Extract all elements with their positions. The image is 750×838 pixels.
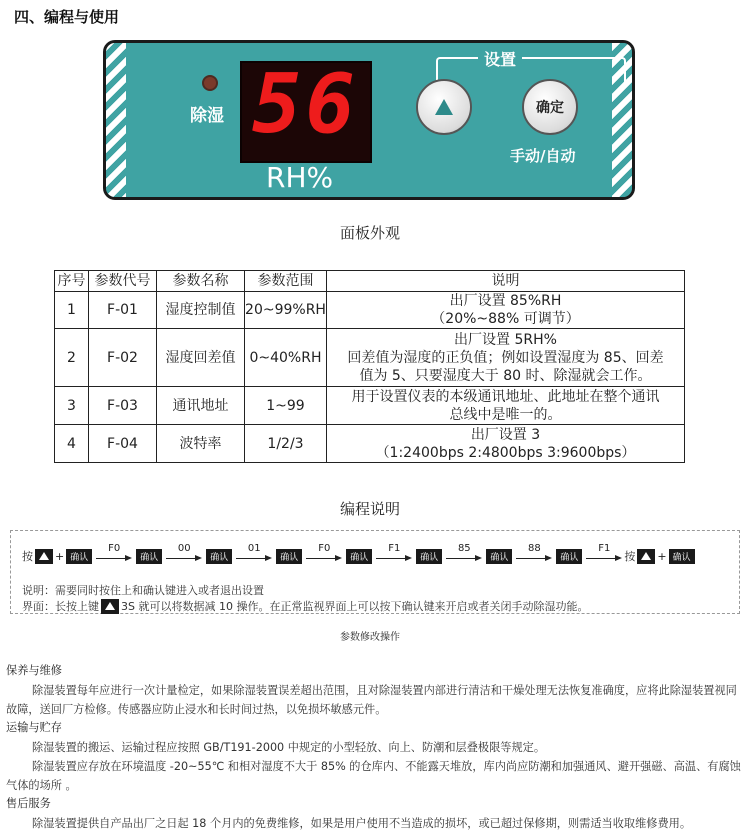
cell-code: F-03 [89, 387, 157, 425]
up-key [101, 599, 119, 614]
parameter-table [54, 270, 685, 463]
desc-line: （1:2400bps 2:4800bps 3:9600bps） [375, 444, 636, 461]
step-label: F1 [598, 543, 611, 554]
cell-no: 4 [55, 425, 89, 463]
table-row [55, 425, 685, 463]
arrow-head-icon [265, 555, 272, 561]
col-header: 说明 [327, 271, 685, 292]
up-key [35, 549, 53, 564]
unit-label: RH% [266, 161, 334, 194]
table-header-row [55, 271, 685, 292]
up-triangle-icon [105, 602, 115, 610]
cell-range: 1/2/3 [245, 425, 327, 463]
press-label: 按 [22, 550, 33, 563]
manual-auto-label: 手动/自动 [510, 147, 576, 165]
confirm-key: 确认 [66, 549, 92, 564]
cell-code: F-02 [89, 329, 157, 387]
note-line-1: 说明：需要同时按住上和确认键进入或者退出设置 [22, 584, 264, 597]
sequence-arrow [376, 543, 412, 563]
up-triangle-icon [435, 99, 453, 115]
col-header: 参数名称 [157, 271, 245, 292]
arrow-head-icon [615, 555, 622, 561]
param-modify-caption: 参数修改操作 [340, 632, 400, 643]
humidity-readout: 56 [252, 57, 359, 152]
dehumidify-indicator-led [202, 75, 218, 91]
heading-transport: 运输与贮存 [6, 721, 62, 734]
cell-range: 0~40%RH [245, 329, 327, 387]
table-row [55, 292, 685, 329]
sequence-arrow [306, 543, 342, 563]
cell-no: 1 [55, 292, 89, 329]
up-triangle-icon [641, 552, 651, 560]
confirm-key: 确认 [346, 549, 372, 564]
desc-line: 出厂设置 85%RH [449, 293, 562, 309]
step-label: F0 [318, 543, 331, 554]
col-header: 序号 [55, 271, 89, 292]
cell-name: 湿度回差值 [157, 329, 245, 387]
note-suffix: 3S 就可以将数据减 10 操作。在正常监视界面上可以按下确认键来开启或者关闭手动除湿功能。 [121, 600, 589, 613]
step-label: 88 [527, 543, 541, 554]
plus-sign: + [657, 549, 667, 563]
desc-line: 用于设置仪表的本级通讯地址、此地址在整个通讯 [351, 388, 660, 405]
press-label: 按 [624, 550, 636, 563]
confirm-key: 确认 [416, 549, 442, 564]
confirm-button-label: 确定 [536, 100, 564, 116]
cell-no: 3 [55, 387, 89, 425]
sequence-arrow [96, 543, 132, 563]
table-row [55, 387, 685, 425]
desc-line: 值为 5、只要湿度大于 80 时、除湿就会工作。 [359, 367, 652, 384]
col-header: 参数范围 [245, 271, 327, 292]
cell-desc [327, 292, 685, 329]
confirm-key: 确认 [276, 549, 302, 564]
cell-name: 湿度控制值 [157, 292, 245, 329]
arrow-head-icon [545, 555, 552, 561]
cell-desc [327, 387, 685, 425]
sequence-arrow [516, 543, 552, 563]
heading-service: 售后服务 [6, 797, 51, 810]
up-key [637, 549, 655, 564]
arrow-head-icon [335, 555, 342, 561]
desc-line: （20%~88% 可调节） [431, 311, 580, 327]
paragraph-service: 除湿装置提供自产品出厂之日起 18 个月内的免费维修，如果是用户使用不当造成的损坏，或已超过保修期，则需适当收取维修费用。 [32, 817, 692, 830]
cell-name: 波特率 [157, 425, 245, 463]
sequence-arrow [166, 543, 202, 563]
cell-code: F-01 [89, 292, 157, 329]
desc-line: 回差值为湿度的正负值；例如设置湿度为 85、回差 [347, 349, 664, 366]
cell-range: 20~99%RH [245, 292, 327, 329]
sequence-arrow [446, 543, 482, 563]
note-prefix: 界面：长按上键 [22, 600, 99, 613]
step-label: 01 [247, 543, 261, 554]
key-sequence [22, 543, 697, 564]
table-row [55, 329, 685, 387]
panel-caption: 面板外观 [339, 224, 400, 242]
confirm-key: 确认 [486, 549, 512, 564]
col-header: 参数代号 [89, 271, 157, 292]
section-title: 四、编程与使用 [14, 8, 120, 26]
arrow-head-icon [405, 555, 412, 561]
paragraph-storage: 除湿装置应存放在环境温度 -20~55℃ 和相对湿度不大于 85% 的仓库内、不能露天堆放，库内尚应防潮和加强通风、避开强磁、高温、有腐蚀气体的场所 。 [6, 760, 741, 792]
settings-label: 设置 [478, 47, 522, 70]
up-triangle-icon [39, 552, 49, 560]
desc-line: 出厂设置 3 [470, 426, 541, 443]
left-stripe [106, 43, 126, 197]
sequence-arrow [586, 543, 622, 563]
step-label: 85 [457, 543, 471, 554]
paragraph-maintenance: 除湿装置每年应进行一次计量检定，如果除湿装置误差超出范围，且对除湿装置内部进行清洁和干燥处理无法恢复准确度，应将此除湿装置视同故障，送回厂方检修。传感器应防止浸水和长时间过热，以免损坏敏感元件。 [6, 684, 737, 716]
desc-line: 总线中是唯一的。 [449, 406, 562, 423]
cell-name: 通讯地址 [157, 387, 245, 425]
up-button[interactable] [416, 79, 472, 135]
step-label: F0 [108, 543, 121, 554]
sequence-arrow [236, 543, 272, 563]
confirm-key: 确认 [669, 549, 695, 564]
plus-sign: + [55, 549, 65, 563]
heading-maintenance: 保养与维修 [6, 664, 62, 677]
confirm-key: 确认 [136, 549, 162, 564]
confirm-key: 确认 [556, 549, 582, 564]
arrow-head-icon [195, 555, 202, 561]
cell-desc [327, 329, 685, 387]
arrow-head-icon [475, 555, 482, 561]
cell-range: 1~99 [245, 387, 327, 425]
arrow-head-icon [125, 555, 132, 561]
paragraph-transport: 除湿装置的搬运、运输过程应按照 GB/T191-2000 中规定的小型轻放、向上、防潮和层叠极限等规定。 [32, 741, 546, 754]
cell-no: 2 [55, 329, 89, 387]
dehumidify-label: 除湿 [190, 106, 224, 126]
cell-code: F-04 [89, 425, 157, 463]
control-panel [103, 40, 635, 200]
settings-bracket [436, 57, 626, 87]
step-label: F1 [388, 543, 401, 554]
confirm-button[interactable] [522, 79, 578, 135]
desc-line: 出厂设置 5RH% [454, 331, 557, 348]
cell-desc [327, 425, 685, 463]
programming-caption: 编程说明 [339, 500, 400, 518]
note-line-2 [22, 598, 588, 614]
step-label: 00 [177, 543, 191, 554]
confirm-key: 确认 [206, 549, 232, 564]
